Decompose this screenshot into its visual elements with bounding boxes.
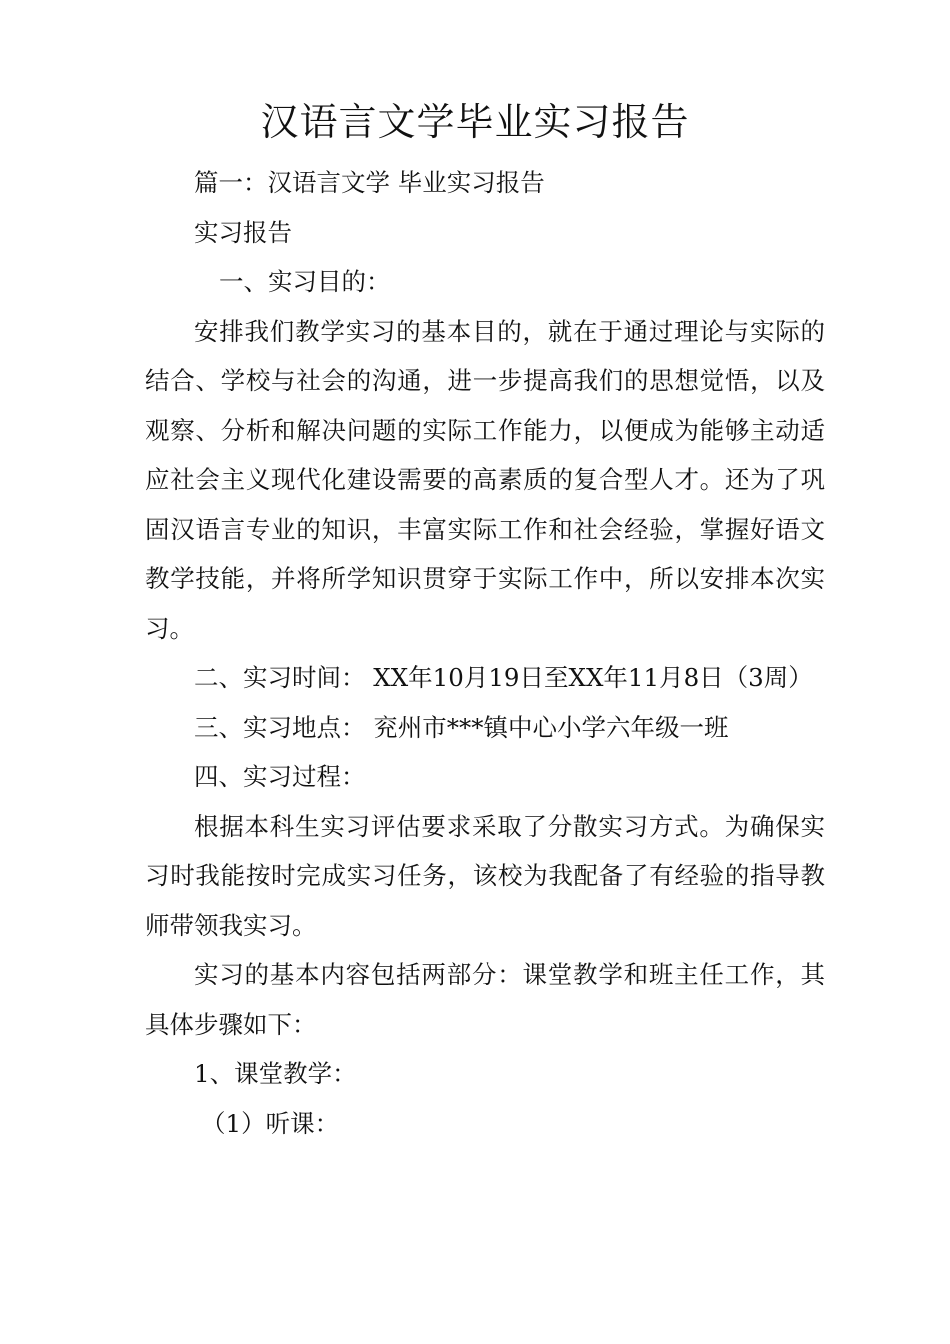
paragraph-content-intro: 实习的基本内容包括两部分：课堂教学和班主任工作，其具体步骤如下： bbox=[145, 960, 825, 1039]
paragraph-listening: （1）听课： bbox=[201, 1108, 340, 1138]
document-body bbox=[145, 158, 825, 1148]
paragraph-section-purpose: 一、实习目的： bbox=[219, 267, 391, 296]
paragraph-process-body: 根据本科生实习评估要求采取了分散实习方式。为确保实习时我能按时完成实习任务，该校为我配备了有经验的指导教师带领我实习。 bbox=[145, 811, 825, 940]
paragraph-classroom-teaching: 1、课堂教学： bbox=[194, 1059, 357, 1088]
paragraph-purpose-body: 安排我们教学实习的基本目的，就在于通过理论与实际的结合、学校与社会的沟通，进一步提高我们的思想觉悟，以及观察、分析和解决问题的实际工作能力，以便成为能够主动适应社会主义现代化建设需要的高素质的复合型人才。还为了巩固汉语言专业的知识，丰富实际工作和社会经验，掌握好语文教学技能，并将所学知识贯穿于实际工作中，所以安排本次实习。 bbox=[145, 316, 825, 643]
paragraph-article-heading: 篇一：汉语言文学 毕业实习报告 bbox=[194, 168, 545, 197]
paragraph-section-location: 三、实习地点： 兖州市***镇中心小学六年级一班 bbox=[194, 712, 729, 742]
document-title: 汉语言文学毕业实习报告 bbox=[260, 100, 690, 144]
paragraph-section-time: 二、实习时间： XX年10月19日至XX年11月8日（3周） bbox=[194, 663, 813, 692]
paragraph-report-label: 实习报告 bbox=[194, 217, 292, 247]
paragraph-section-process: 四、实习过程： bbox=[194, 762, 366, 791]
